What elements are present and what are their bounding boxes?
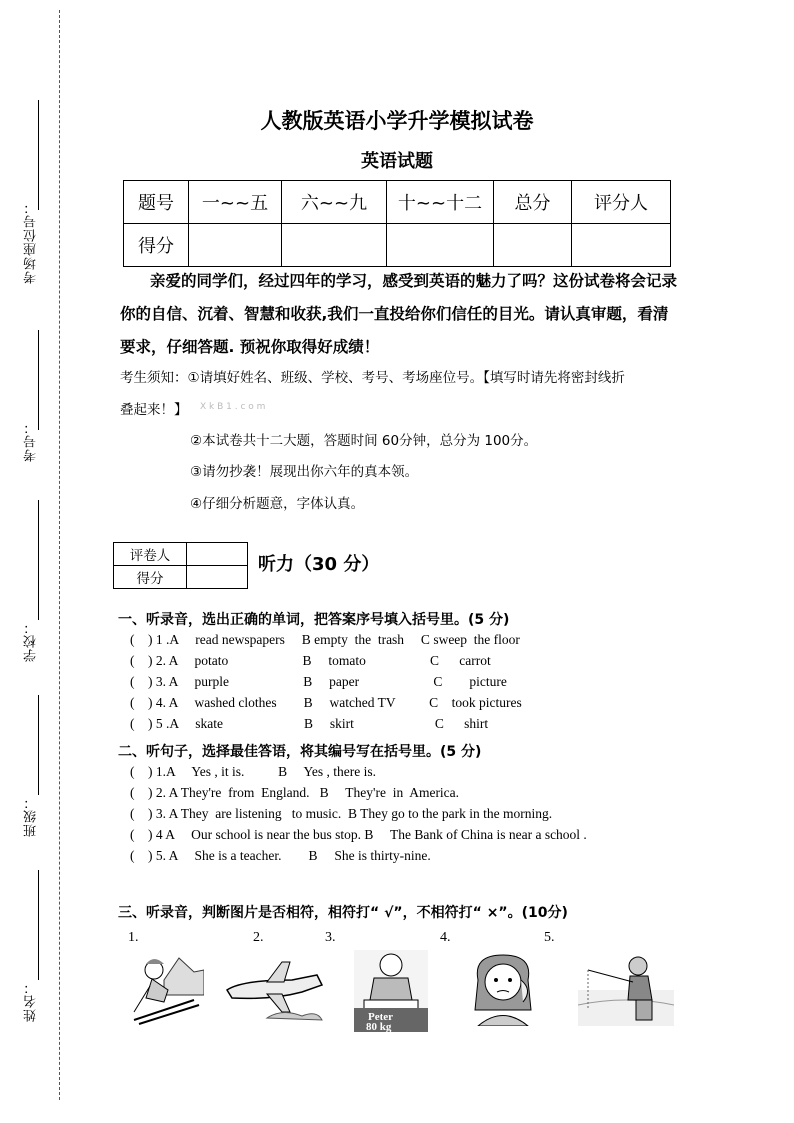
- grader-cell[interactable]: [187, 543, 248, 566]
- section-3-title: 三、听录音，判断图片是否相符，相符打“ √”，不相符打“ ×”。(10分): [118, 905, 568, 921]
- peter-picture: [354, 950, 428, 1032]
- score-cell[interactable]: [387, 224, 494, 267]
- watermark: X k B 1 . c o m: [200, 402, 266, 412]
- page-title: 人教版英语小学升学模拟试卷: [260, 108, 534, 133]
- picture-number: 1.: [128, 930, 139, 945]
- grader-table: [113, 542, 248, 589]
- question-item: ( ) 5. A She is a teacher. B She is thirty-nine.: [130, 848, 431, 863]
- score-cell[interactable]: [187, 566, 248, 589]
- pic-name: Peter: [368, 1011, 394, 1023]
- name-label: 姓名：: [24, 980, 39, 1022]
- note-4: ④仔细分析题意，字体认真。: [190, 496, 365, 512]
- question-item: ( ) 3. A They are listening to music. B They go to the park in the morning.: [130, 806, 553, 821]
- note-1-cont: 叠起来！】: [120, 402, 188, 418]
- listening-heading: 听力（30 分）: [258, 554, 380, 575]
- note-3: ③请勿抄袭！展现出你六年的真本领。: [190, 464, 419, 480]
- score-table: [123, 180, 671, 267]
- grader-label: 评卷人: [114, 543, 187, 566]
- note-1: 考生须知：①请填好姓名、班级、学校、考号、考场座位号。【填写时请先将密封线折: [120, 370, 625, 386]
- score-header: 总分: [494, 181, 572, 224]
- picture-number: 4.: [440, 930, 451, 945]
- picture-number: 2.: [253, 930, 264, 945]
- school-field[interactable]: [38, 500, 39, 620]
- sick-girl-picture: [463, 950, 543, 1026]
- score-header: 一~~五: [189, 181, 282, 224]
- seal-line: [59, 10, 60, 1100]
- section-1-title: 一、听录音，选出正确的单词，把答案序号填入括号里。(5 分): [118, 612, 510, 628]
- question-item: ( ) 1.A Yes , it is. B Yes , there is.: [130, 764, 377, 779]
- question-item: ( ) 5 .A skate B skirt C shirt: [130, 716, 489, 731]
- score-header: 评分人: [572, 181, 671, 224]
- picture-number: 5.: [544, 930, 555, 945]
- question-item: ( ) 2. A They're from England. B They're in America.: [130, 785, 460, 800]
- section-2-title: 二、听句子，选择最佳答语，将其编号写在括号里。(5 分): [118, 744, 482, 760]
- score-cell[interactable]: [189, 224, 282, 267]
- question-item: ( ) 4 A Our school is near the bus stop. B The Bank of China is near a school .: [130, 827, 587, 842]
- pic-weight: 80 kg: [366, 1021, 392, 1032]
- question-item: ( ) 4. A washed clothes B watched TV C took pictures: [130, 695, 522, 710]
- intro-paragraph: 亲爱的同学们，经过四年的学习，感受到英语的魅力了吗？这份试卷将会记录你的自信、沉着、智慧和收获,我们一直投给你们信任的目光。请认真审题，看清要求，仔细答题. 预祝你取得好成绩！: [120, 272, 678, 356]
- question-item: ( ) 2. A potato B tomato C carrot: [130, 653, 491, 668]
- score-header: 十~~十二: [387, 181, 494, 224]
- score-row-label: 得分: [124, 224, 189, 267]
- exam-number-label: 考号：: [24, 420, 39, 462]
- airplane-picture: [222, 950, 328, 1026]
- picture-number: 3.: [325, 930, 336, 945]
- score-header: 六~~九: [282, 181, 387, 224]
- score-cell[interactable]: [282, 224, 387, 267]
- score-cell[interactable]: [494, 224, 572, 267]
- school-label: 学校：: [24, 620, 39, 662]
- class-label: 班级：: [24, 795, 39, 837]
- score-cell[interactable]: [572, 224, 671, 267]
- name-field[interactable]: [38, 870, 39, 980]
- note-2: ②本试卷共十二大题，答题时间 60分钟，总分为 100分。: [190, 433, 538, 449]
- exam-number-field[interactable]: [38, 330, 39, 430]
- fishing-boy-picture: [578, 950, 674, 1026]
- question-item: ( ) 1 .A read newspapers B empty the trash C sweep the floor: [130, 632, 520, 647]
- score-label: 得分: [114, 566, 187, 589]
- page-subtitle: 英语试题: [361, 151, 433, 172]
- skier-picture: [124, 950, 204, 1026]
- class-field[interactable]: [38, 695, 39, 795]
- question-item: ( ) 3. A purple B paper C picture: [130, 674, 507, 689]
- seat-number-label: 考场座位号：: [24, 200, 39, 284]
- score-header: 题号: [124, 181, 189, 224]
